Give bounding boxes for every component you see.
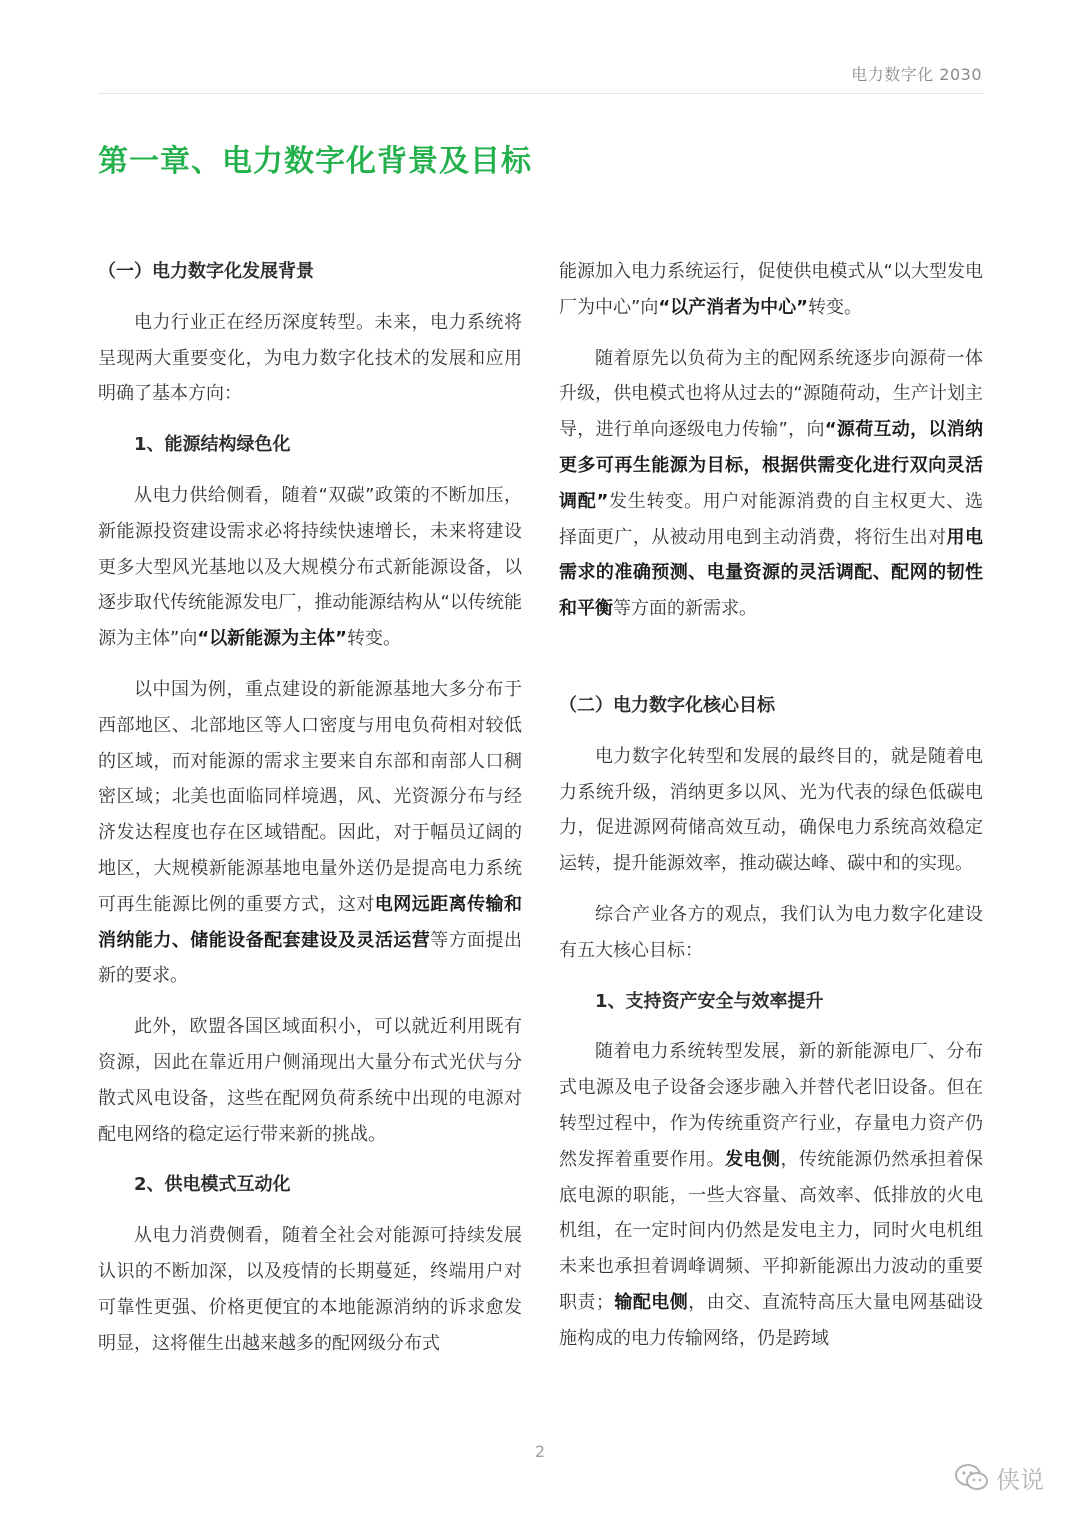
page-number: 2	[534, 1442, 546, 1461]
text-run: 转变。	[347, 628, 401, 650]
text-run: 随着电力系统转型发展，新的新能源电厂、分布式电源及电子设备会逐步融入并替代老旧设备。但在转型过程中，作为传统重资产行业，存量电力资产仍然发挥着重要作用。	[559, 1041, 983, 1170]
paragraph-distribution-upgrade	[559, 341, 983, 627]
text-run: 随着原先以负荷为主的配网系统逐步向源荷一体升级，供电模式也将从过去的“源随荷动，生产计划主导，进行单向逐级电力传输”，向	[559, 347, 983, 441]
chapter-title: 第一章、电力数字化背景及目标	[98, 144, 532, 179]
emphasis-demand-forecast: 用电需求的准确预测、电量资源的灵活调配、配网的韧性和平衡	[559, 526, 984, 620]
section-heading-background: （一）电力数字化发展背景	[98, 261, 314, 282]
emphasis-transmission-side: 输配电侧	[613, 1291, 689, 1313]
subheading-green-energy: 1、能源结构绿色化	[134, 434, 291, 456]
subheading-asset-safety: 1、支持资产安全与效率提升	[595, 990, 824, 1012]
text-run: 转变。	[808, 296, 862, 318]
paragraph-ultimate-goal: 电力数字化转型和发展的最终目的，就是随着电力系统升级，消纳更多以风、光为代表的绿色低碳电力，促进源网荷储高效互动，确保电力系统高效稳定运转，提升能源效率，推动碳达峰、碳中和的实现。	[559, 745, 983, 875]
text-run: 发生转变。用户对能源消费的自主权更大、选择面更广，从被动用电到主动消费，将衍生出对	[559, 490, 983, 548]
text-run: 等方面的新需求。	[613, 598, 757, 620]
watermark	[954, 1460, 1044, 1495]
text-run: 等方面提出新的要求。	[98, 929, 523, 987]
paragraph-china-example	[98, 672, 522, 994]
paragraph-intro: 电力行业正在经历深度转型。未来，电力系统将呈现两大重要变化，为电力数字化技术的发展和应用明确了基本方向：	[98, 311, 522, 405]
text-run: 能源加入电力系统运行，促使供电模式从“以大型发电厂为中心”向	[559, 261, 983, 318]
paragraph-eu: 此外，欧盟各国区域面积小，可以就近利用既有资源，因此在靠近用户侧涌现出大量分布式光伏与分散式风电设备，这些在配网负荷系统中出现的电源对配电网络的稳定运行带来新的挑战。	[98, 1016, 522, 1145]
wechat-icon	[954, 1463, 990, 1493]
paragraph-supply-side	[98, 478, 522, 657]
header-divider	[98, 93, 984, 94]
emphasis-new-energy-main: “以新能源为主体”	[197, 628, 347, 650]
text-run: ，由交、直流特高压大量电网基础设施构成的电力传输网络，仍是跨域	[559, 1291, 984, 1349]
text-run: 从电力供给侧看，随着“双碳”政策的不断加压，新能源投资建设需求必将持续快速增长，未来将建设更多大型风光基地以及大规模分布式新能源设备，以逐步取代传统能源发电厂，推动能源结构从“以传统能源为主体”向	[98, 484, 522, 650]
watermark-text: 侠说	[996, 1466, 1044, 1494]
emphasis-grid-transmission: 电网远距离传输和消纳能力、储能设备配套建设及灵活运营	[98, 893, 523, 951]
paragraph-asset-transition	[559, 1034, 983, 1356]
left-column	[98, 254, 522, 1376]
running-header-title: 电力数字化 2030	[851, 65, 982, 84]
subheading-supply-interaction: 2、供电模式互动化	[134, 1174, 291, 1196]
paragraph-five-goals: 综合产业各方的观点，我们认为电力数字化建设有五大核心目标：	[559, 903, 983, 961]
spacer	[559, 642, 983, 688]
text-run: ，传统能源仍然承担着保底电源的职能，一些大容量、高效率、低排放的火电机组，在一定时间内仍然是发电主力，同时火电机组未来也承担着调峰调频、平抑新能源出力波动的重要职责；	[559, 1148, 984, 1313]
paragraph-consumption-side: 从电力消费侧看，随着全社会对能源可持续发展认识的不断加深，以及疫情的长期蔓延，终端用户对可靠性更强、价格更便宜的本地能源消纳的诉求愈发明显，这将催生出越来越多的配网级分布式	[98, 1225, 522, 1354]
section-heading-core-goals: （二）电力数字化核心目标	[559, 694, 775, 716]
emphasis-generation-side: 发电侧	[725, 1148, 781, 1170]
right-column	[559, 254, 983, 1372]
emphasis-source-load-interaction: “源荷互动，以消纳更多可再生能源为目标，根据供需变化进行双向灵活调配”	[559, 419, 983, 512]
text-run: 以中国为例，重点建设的新能源基地大多分布于西部地区、北部地区等人口密度与用电负荷相对较低的区域，而对能源的需求主要来自东部和南部人口稠密区域；北美也面临同样境遇，风、光资源分布与经济发达程度也存在区域错配。因此，对于幅员辽阔的地区，大规模新能源基地电量外送仍是提高电力系统可再生能源比例的重要方式，这对	[98, 678, 522, 915]
paragraph-continued	[559, 254, 983, 326]
emphasis-prosumer-centered: “以产消者为中心”	[658, 296, 808, 318]
